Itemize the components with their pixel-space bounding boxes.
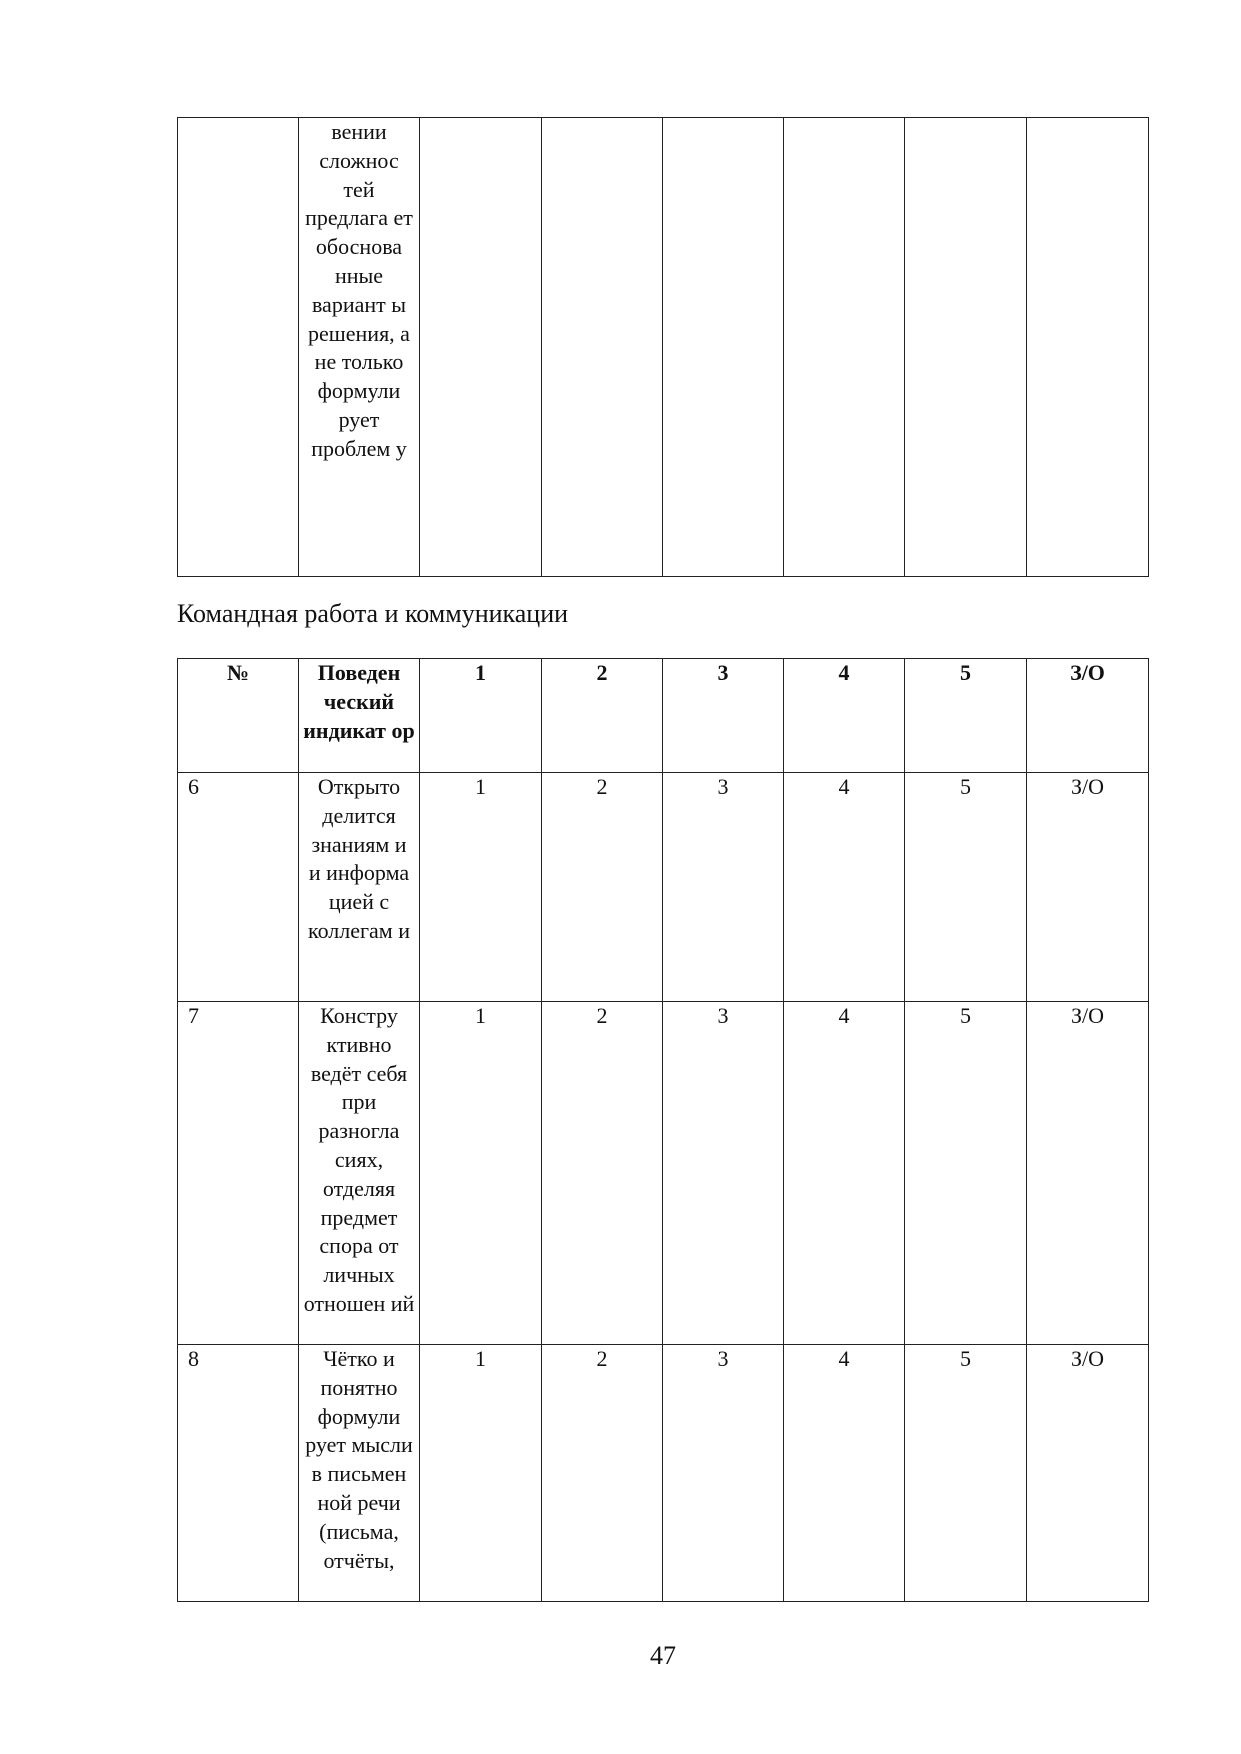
score-2: 2 bbox=[542, 1002, 663, 1345]
continued-table bbox=[177, 117, 1149, 577]
score-3: 3 bbox=[663, 1345, 784, 1602]
score-1: 1 bbox=[420, 773, 542, 1002]
score-4: 4 bbox=[784, 1002, 905, 1345]
row-indicator: Констру ктивно ведёт себя при разногла сиях, отделяя предмет спора от личных отношен ий bbox=[299, 1002, 420, 1345]
score-4: 4 bbox=[784, 773, 905, 1002]
header-score-3: 3 bbox=[663, 659, 784, 773]
row-number: 6 bbox=[178, 773, 299, 1002]
header-score-2: 2 bbox=[542, 659, 663, 773]
score-cell bbox=[1027, 118, 1149, 577]
indicator-cell: вении сложнос тей предлага ет обоснова нные вариант ы решения, а не только формули рует проблем у bbox=[299, 118, 420, 577]
score-2: 2 bbox=[542, 773, 663, 1002]
score-cell bbox=[905, 118, 1027, 577]
score-na: З/О bbox=[1027, 1345, 1149, 1602]
row-number: 8 bbox=[178, 1345, 299, 1602]
header-score-1: 1 bbox=[420, 659, 542, 773]
score-cell bbox=[784, 118, 905, 577]
score-na: З/О bbox=[1027, 773, 1149, 1002]
header-score-5: 5 bbox=[905, 659, 1027, 773]
competency-table bbox=[177, 658, 1149, 1602]
row-indicator: Открыто делится знаниям и и информа цией с коллегам и bbox=[299, 773, 420, 1002]
page-number: 47 bbox=[650, 1641, 676, 1670]
header-score-4: 4 bbox=[784, 659, 905, 773]
header-score-na: З/О bbox=[1027, 659, 1149, 773]
header-indicator: Поведен ческий индикат ор bbox=[299, 659, 420, 773]
table-row bbox=[178, 1345, 1149, 1602]
score-5: 5 bbox=[905, 1002, 1027, 1345]
table-row bbox=[178, 773, 1149, 1002]
score-1: 1 bbox=[420, 1002, 542, 1345]
row-number: 7 bbox=[178, 1002, 299, 1345]
score-1: 1 bbox=[420, 1345, 542, 1602]
score-3: 3 bbox=[663, 1002, 784, 1345]
score-3: 3 bbox=[663, 773, 784, 1002]
table-header-row bbox=[178, 659, 1149, 773]
number-cell bbox=[178, 118, 299, 577]
table-row bbox=[178, 118, 1149, 577]
score-5: 5 bbox=[905, 773, 1027, 1002]
header-number: № bbox=[178, 659, 299, 773]
table-row bbox=[178, 1002, 1149, 1345]
score-5: 5 bbox=[905, 1345, 1027, 1602]
score-cell bbox=[542, 118, 663, 577]
score-4: 4 bbox=[784, 1345, 905, 1602]
row-indicator: Чётко и понятно формули рует мысли в письмен ной речи (письма, отчёты, bbox=[299, 1345, 420, 1602]
score-cell bbox=[420, 118, 542, 577]
section-heading: Командная работа и коммуникации bbox=[177, 599, 569, 628]
score-2: 2 bbox=[542, 1345, 663, 1602]
score-cell bbox=[663, 118, 784, 577]
score-na: З/О bbox=[1027, 1002, 1149, 1345]
